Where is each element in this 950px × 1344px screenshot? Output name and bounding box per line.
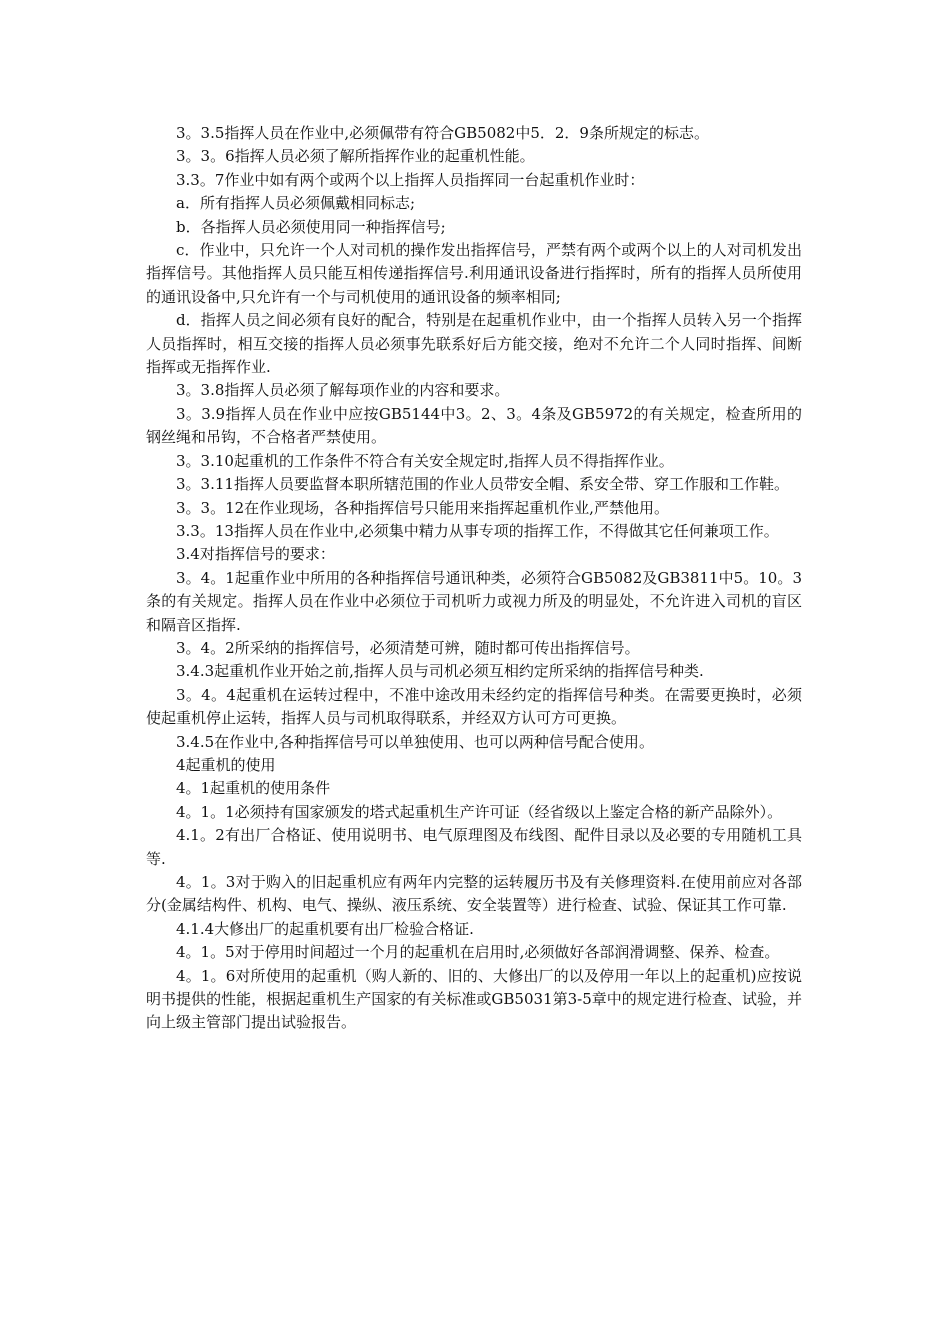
paragraph: 3。3。12在作业现场，各种指挥信号只能用来指挥起重机作业,严禁他用。: [176, 498, 669, 517]
paragraph: 4起重机的使用: [176, 755, 276, 774]
paragraph: 3。3.9指挥人员在作业中应按GB5144中3。2、3。4条及GB5972的有关规定，检查所用的钢丝绳和吊钩，不合格者严禁使用。: [146, 404, 802, 447]
paragraph: 3.3。7作业中如有两个或两个以上指挥人员指挥同一台起重机作业时：: [176, 170, 645, 189]
paragraph: 3.4对指挥信号的要求：: [176, 545, 335, 564]
paragraph: 4。1起重机的使用条件: [176, 779, 331, 798]
paragraph: c．作业中，只允许一个人对司机的操作发出指挥信号，严禁有两个或两个以上的人对司机发出指挥信号。其他指挥人员只能互相传递指挥信号.利用通讯设备进行指挥时，所有的指挥人员所使用的通讯设备中,只允许有一个与司机使用的通讯设备的频率相同;: [146, 241, 802, 306]
paragraph: d．指挥人员之间必须有良好的配合，特别是在起重机作业中，由一个指挥人员转入另一个指挥人员指挥时，相互交接的指挥人员必须事先联系好后方能交接，绝对不允许二个人同时指挥、间断指挥或无指挥作业.: [146, 311, 802, 377]
paragraph: 4.1.4大修出厂的起重机要有出厂检验合格证.: [176, 919, 474, 938]
paragraph: 3。3.11指挥人员要监督本职所辖范围的作业人员带安全帽、系安全带、穿工作服和工作鞋。: [176, 475, 789, 494]
paragraph: 3。3.5指挥人员在作业中,必须佩带有符合GB5082中5．2．9条所规定的标志。: [176, 124, 709, 142]
paragraph: 3。3。6指挥人员必须了解所指挥作业的起重机性能。: [176, 147, 535, 166]
paragraph: 3.3。13指挥人员在作业中,必须集中精力从事专项的指挥工作，不得做其它任何兼项工作。: [176, 521, 779, 540]
paragraph: b．各指挥人员必须使用同一种指挥信号;: [176, 217, 446, 236]
paragraph: 3。4。4起重机在运转过程中，不准中途改用未经约定的指挥信号种类。在需要更换时，必须使起重机停止运转，指挥人员与司机取得联系，并经双方认可方可更换。: [146, 685, 802, 728]
paragraph: 3。3.10起重机的工作条件不符合有关安全规定时,指挥人员不得指挥作业。: [176, 451, 674, 470]
paragraph: 3。3.8指挥人员必须了解每项作业的内容和要求。: [176, 381, 510, 400]
paragraph: 3。4。1起重作业中所用的各种指挥信号通讯种类，必须符合GB5082及GB3811中5。10。3条的有关规定。指挥人员在作业中必须位于司机听力或视力所及的明显处，不允许进入司机的盲区和隔音区指挥.: [146, 568, 802, 634]
paragraph: 3。4。2所采纳的指挥信号，必须清楚可辨，随时都可传出指挥信号。: [176, 638, 640, 657]
paragraph: 4。1。5对于停用时间超过一个月的起重机在启用时,必须做好各部润滑调整、保养、检查。: [176, 943, 780, 962]
paragraph: 4。1。3对于购入的旧起重机应有两年内完整的运转履历书及有关修理资料.在使用前应对各部分(金属结构件、机构、电气、操纵、液压系统、安全装置等）进行检查、试验、保证其工作可靠.: [146, 873, 802, 915]
body-text: [146, 122, 802, 1035]
paragraph: 4。1。1必须持有国家颁发的塔式起重机生产许可证（经省级以上鉴定合格的新产品除外）。: [176, 802, 783, 821]
paragraph: 4。1。6对所使用的起重机（购人新的、旧的、大修出厂的以及停用一年以上的起重机)应按说明书提供的性能，根据起重机生产国家的有关标准或GB5031第3-5章中的规定进行检查、试验，并向上级主管部门提出试验报告。: [146, 966, 802, 1032]
paragraph: 4.1。2有出厂合格证、使用说明书、电气原理图及布线图、配件目录以及必要的专用随机工具等.: [146, 826, 802, 868]
paragraph: 3.4.5在作业中,各种指挥信号可以单独使用、也可以两种信号配合使用。: [176, 732, 654, 751]
paragraph: a．所有指挥人员必须佩戴相同标志;: [176, 194, 415, 213]
paragraph: 3.4.3起重机作业开始之前,指挥人员与司机必须互相约定所采纳的指挥信号种类.: [176, 662, 704, 681]
